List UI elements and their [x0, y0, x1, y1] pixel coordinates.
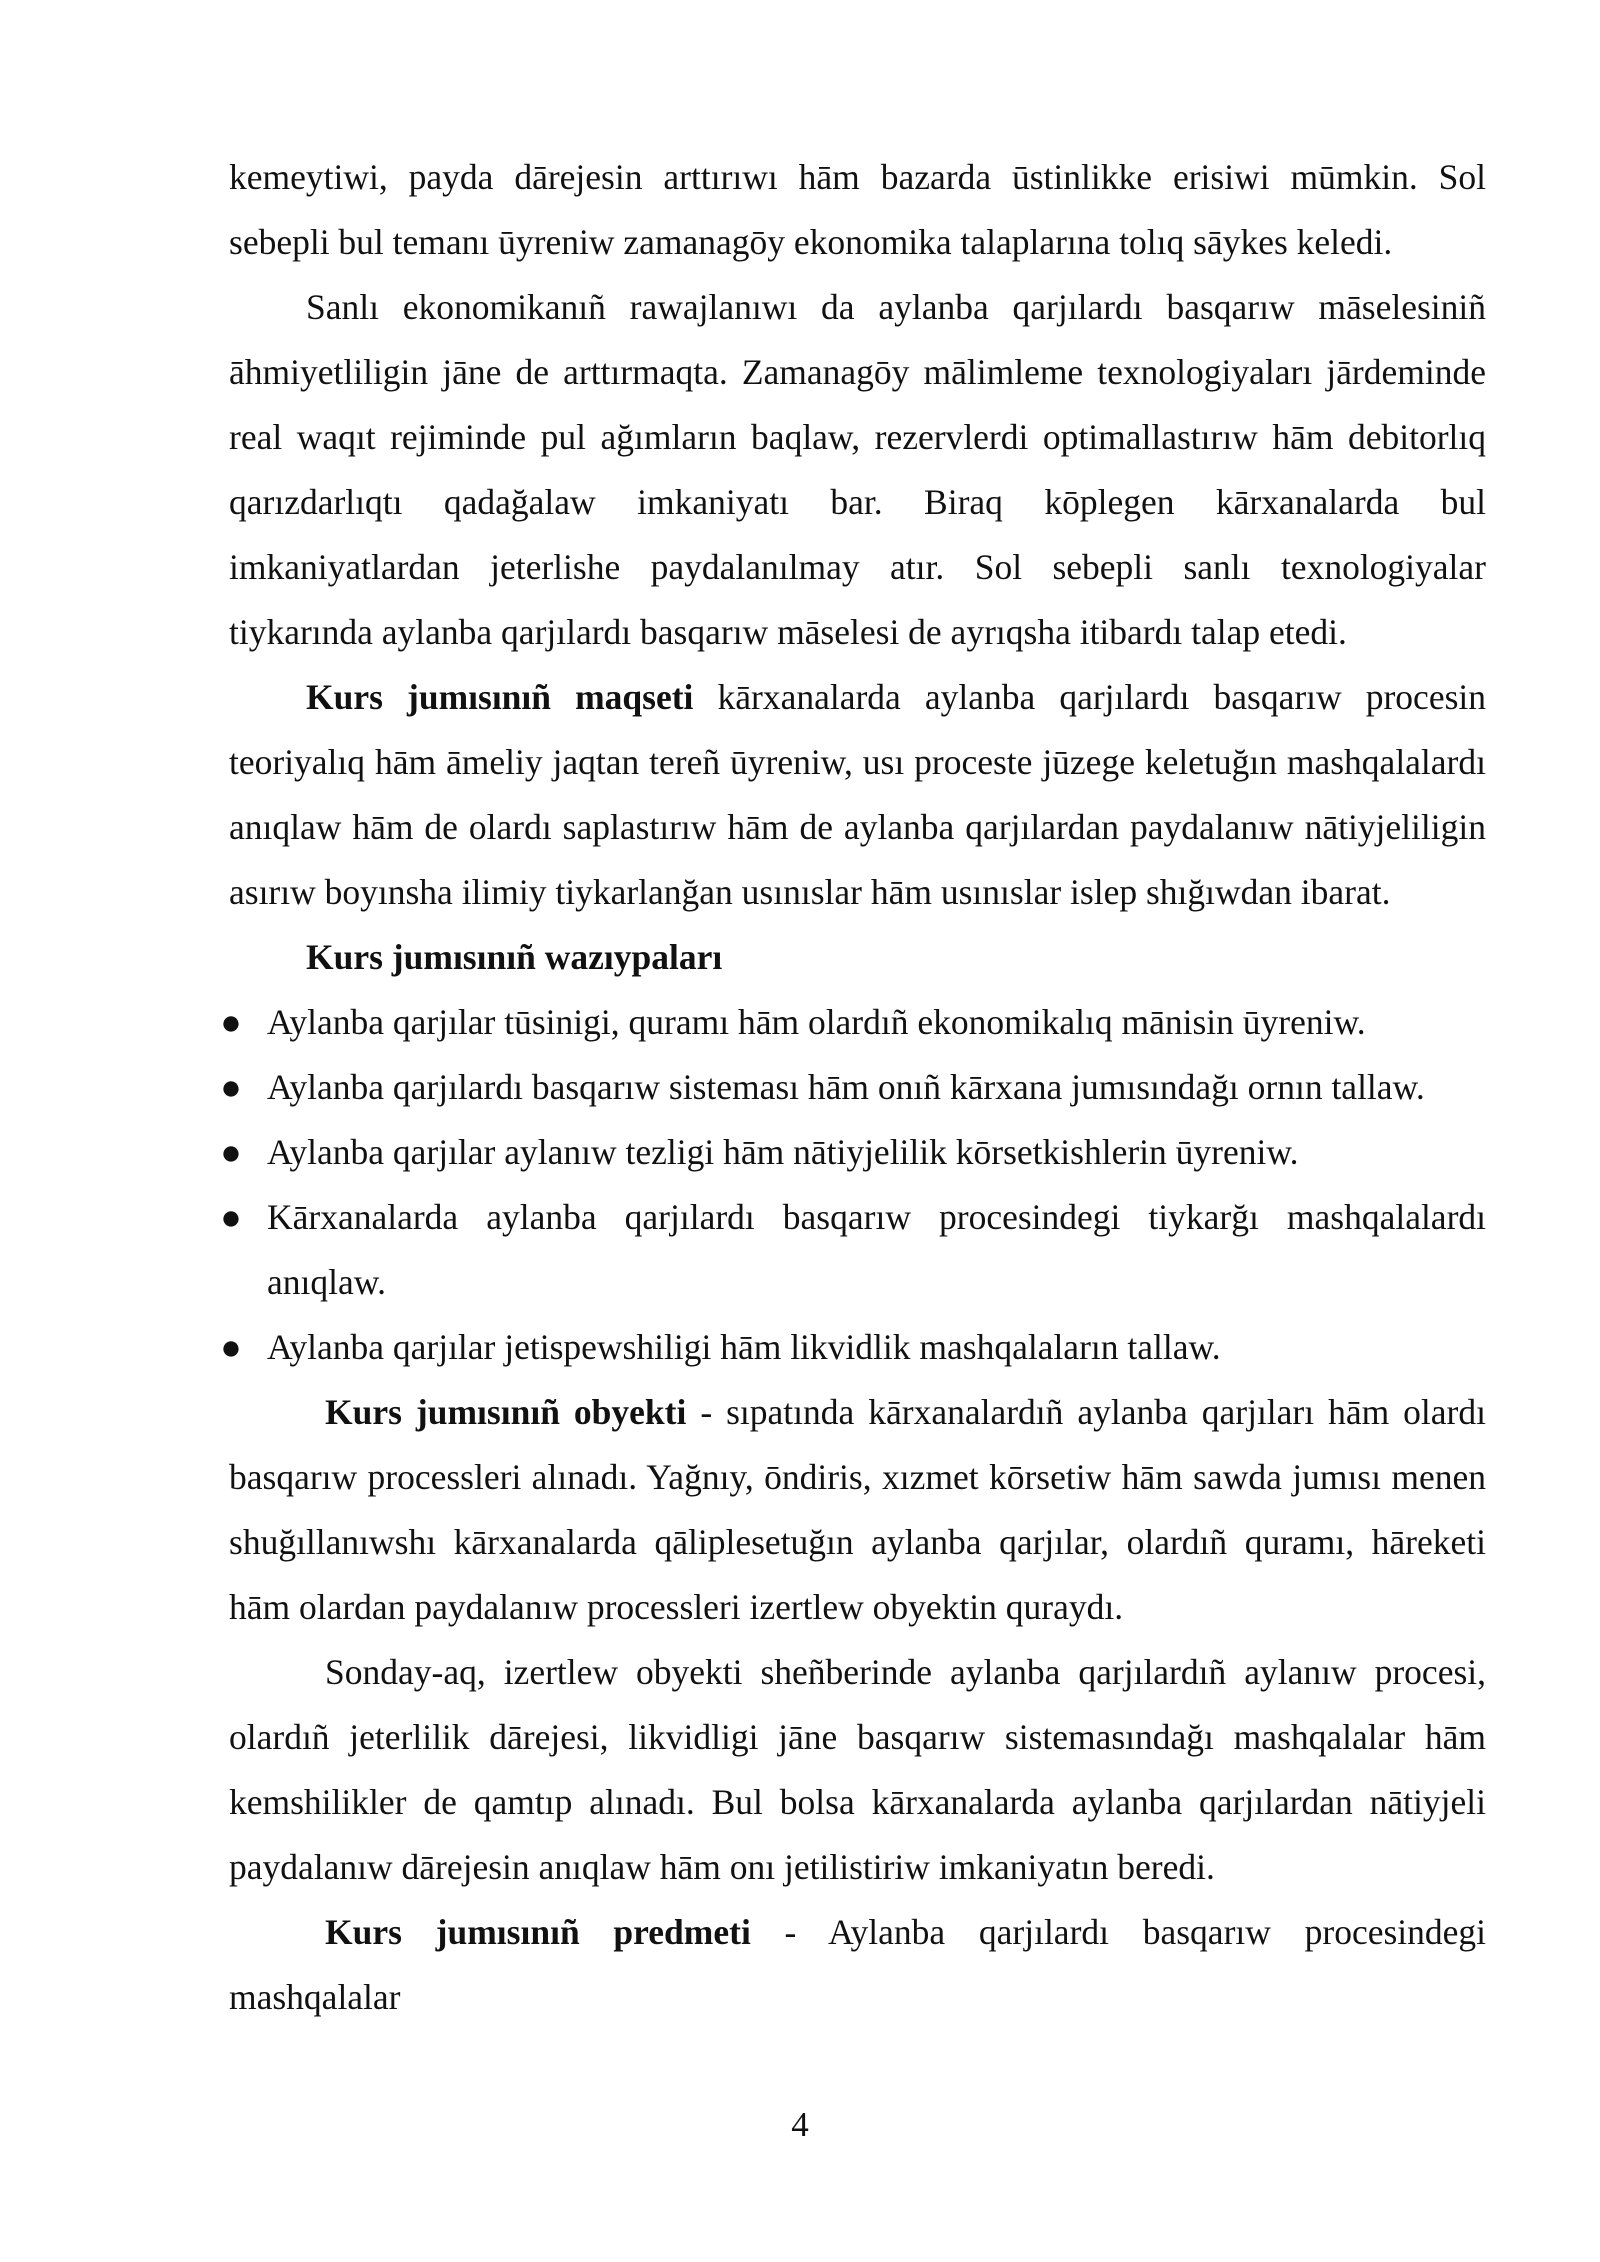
- bullet-icon: ●: [220, 1067, 242, 1107]
- list-item: [220, 1315, 1486, 1380]
- paragraph-course-subject: [229, 1900, 1486, 2030]
- tasks-heading: Kurs jumısınıñ wazıypaları: [306, 937, 723, 977]
- bullet-icon: ●: [220, 1197, 242, 1237]
- paragraph-course-object: [229, 1380, 1486, 1640]
- paragraph-course-goal: [229, 665, 1486, 925]
- bullet-icon: ●: [220, 1002, 242, 1042]
- course-goal-label: Kurs jumısınıñ maqseti: [306, 677, 694, 717]
- course-object-text: - sıpatında kārxanalardıñ aylanba qarjıları hām olardı basqarıw processleri alınadı. Yağnıy, ōndiris, xızmet kōrsetiw hām sawda jumısı menen shuğıllanıwshı kārxanalarda qāliplesetuğın aylanba qarjılar, olardıñ quramı, hāreketi hām olardan paydalanıw processleri izertlew obyektin quraydı.: [229, 1392, 1486, 1627]
- bullet-icon: ●: [220, 1327, 242, 1367]
- course-subject-text: - Aylanba qarjılardı basqarıw procesindegi mashqalalar: [229, 1912, 1487, 2017]
- task-text: Kārxanalarda aylanba qarjılardı basqarıw procesindegi tiykarğı mashqalalardı anıqlaw.: [267, 1197, 1486, 1302]
- page-number: 4: [791, 2105, 809, 2144]
- task-text: Aylanba qarjılar aylanıw tezligi hām nātiyjelilik kōrsetkishlerin ūyreniw.: [267, 1132, 1299, 1172]
- list-item: [220, 1120, 1486, 1185]
- paragraph-digital-economy: Sanlı ekonomikanıñ rawajlanıwı da aylanba qarjılardı basqarıw māselesiniñ āhmiyetliligin jāne de arttırmaqta. Zamanagōy mālimleme texnologiyaları jārdeminde real waqıt rejiminde pul ağımların baqlaw, rezervlerdi optimallastırıw hām debitorlıq qarızdarlıqtı qadağalaw imkaniyatı bar. Biraq kōplegen kārxanalarda bul imkaniyatlardan jeterlishe paydalanılmay atır. Sol sebepli sanlı texnologiyalar tiykarında aylanba qarjılardı basqarıw māselesi de ayrıqsha itibardı talap etedi.: [229, 287, 1486, 652]
- course-object-label: Kurs jumısınıñ obyekti: [325, 1392, 687, 1432]
- task-text: Aylanba qarjılar jetispewshiligi hām likvidlik mashqalaların tallaw.: [267, 1327, 1221, 1367]
- task-text: Aylanba qarjılardı basqarıw sisteması hām onıñ kārxana jumısındağı ornın tallaw.: [267, 1067, 1425, 1107]
- course-goal-text: kārxanalarda aylanba qarjılardı basqarıw procesin teoriyalıq hām āmeliy jaqtan tereñ ūyreniw, usı proceste jūzege keletuğın mashqalalardı anıqlaw hām de olardı saplastırıw hām de aylanba qarjılardan paydalanıw nātiyjeliligin asırıw boyınsha ilimiy tiykarlanğan usınıslar hām usınıslar islep shığıwdan ibarat.: [229, 677, 1487, 912]
- bullet-icon: ●: [220, 1132, 242, 1172]
- list-item: [220, 1055, 1486, 1120]
- page-content: [220, 145, 1487, 2030]
- paragraph-intro-continuation: kemeytiwi, payda dārejesin arttırıwı hām bazarda ūstinlikke erisiwi mūmkin. Sol sebepli bul temanı ūyreniw zamanagōy ekonomika talaplarına tolıq sāykes keledi.: [229, 157, 1486, 262]
- list-item: [220, 1185, 1486, 1315]
- course-subject-label: Kurs jumısınıñ predmeti: [325, 1912, 751, 1952]
- paragraph-object-scope: Sonday-aq, izertlew obyekti sheñberinde aylanba qarjılardıñ aylanıw procesi, olardıñ jeterlilik dārejesi, likvidligi jāne basqarıw sistemasındağı mashqalalar hām kemshilikler de qamtıp alınadı. Bul bolsa kārxanalarda aylanba qarjılardan nātiyjeli paydalanıw dārejesin anıqlaw hām onı jetilistiriw imkaniyatın beredi.: [229, 1652, 1486, 1887]
- tasks-list: [220, 990, 1486, 1380]
- list-item: [220, 990, 1486, 1055]
- task-text: Aylanba qarjılar tūsinigi, quramı hām olardıñ ekonomikalıq mānisin ūyreniw.: [267, 1002, 1366, 1042]
